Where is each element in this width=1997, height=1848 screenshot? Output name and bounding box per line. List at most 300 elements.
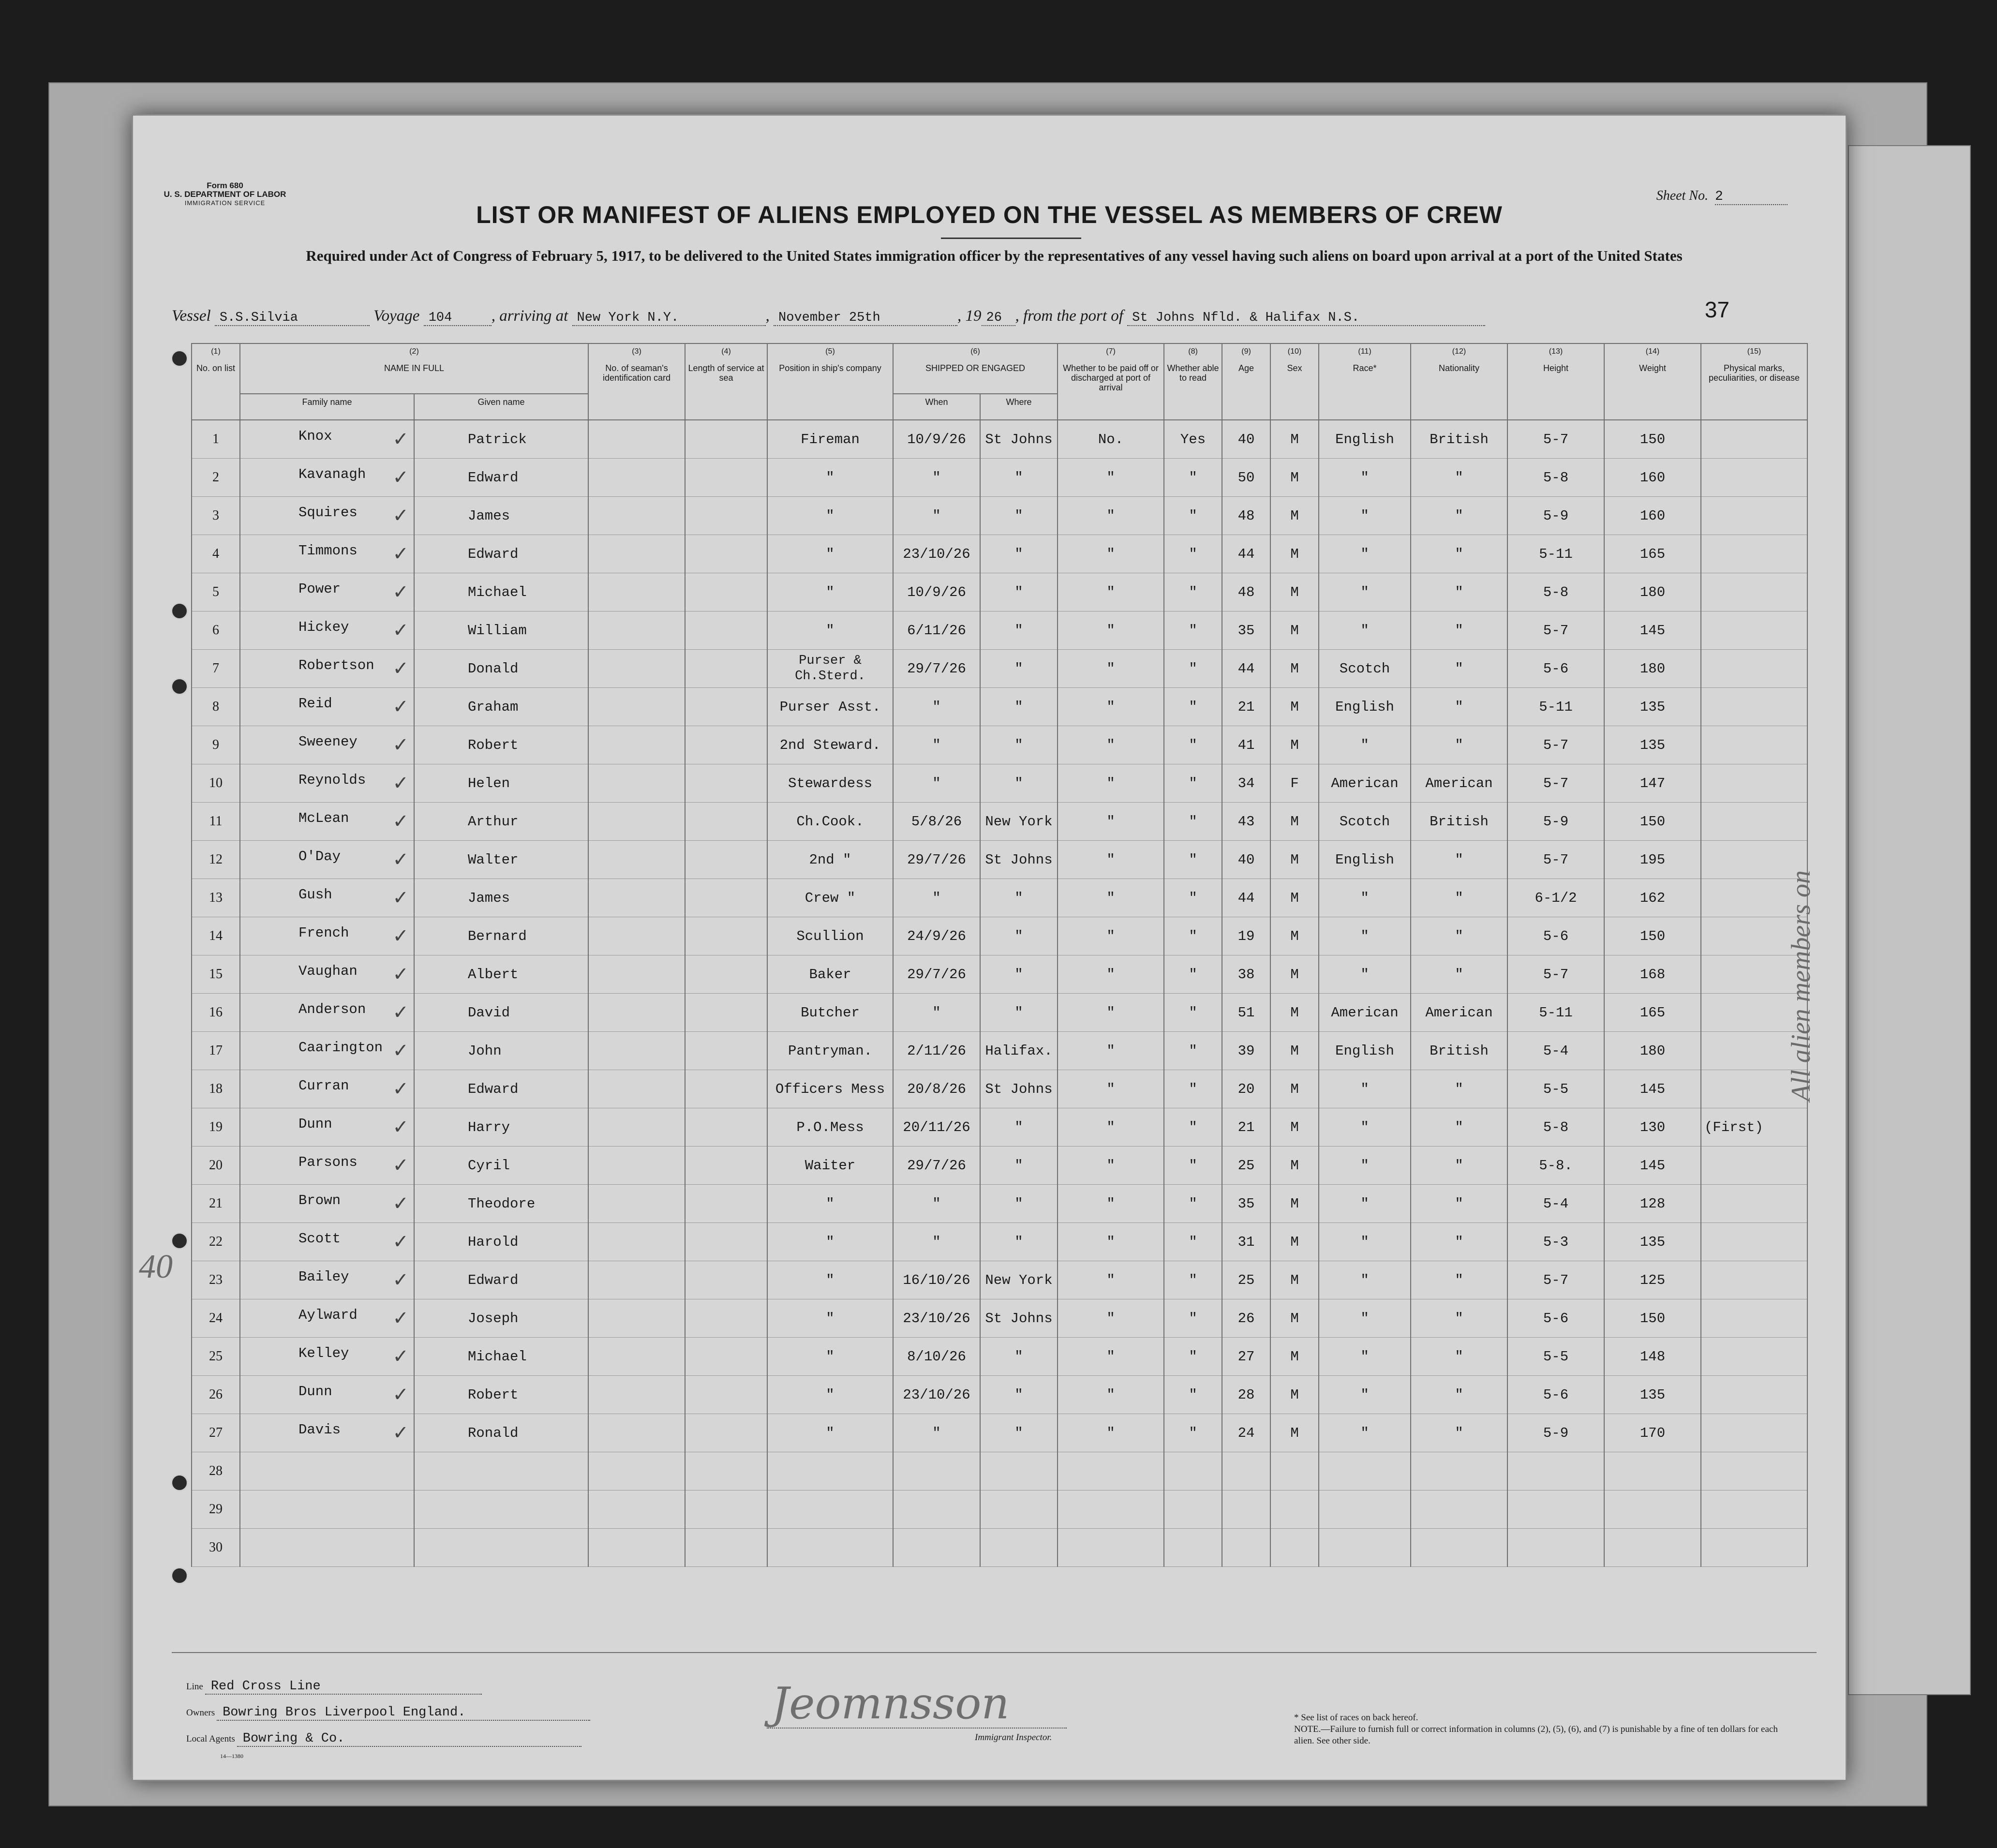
cell-service <box>685 1376 767 1414</box>
cell-service <box>685 917 767 955</box>
cell-given: Harry <box>414 1108 588 1147</box>
cell-height: 5-9 <box>1507 497 1604 535</box>
cell-service <box>685 1338 767 1376</box>
cell-sex: M <box>1270 994 1319 1032</box>
cell-sex: M <box>1270 1147 1319 1185</box>
cell-card <box>588 459 685 497</box>
cell-paid: " <box>1058 1414 1164 1452</box>
form-number: Form 680 <box>207 181 243 190</box>
cell-given: Cyril <box>414 1147 588 1185</box>
cell-given: Michael <box>414 573 588 611</box>
table-row <box>192 1452 1807 1490</box>
cell-marks <box>1701 497 1807 535</box>
cell-read <box>1164 1452 1222 1490</box>
cell-family <box>240 573 414 611</box>
cell-when: 10/9/26 <box>893 420 980 459</box>
cell-card <box>588 497 685 535</box>
cell-card <box>588 420 685 459</box>
cell-card <box>588 611 685 650</box>
owners-field <box>186 1705 590 1721</box>
cell-given: Joseph <box>414 1299 588 1338</box>
cell-when: 29/7/26 <box>893 1147 980 1185</box>
cell-where: " <box>980 497 1058 535</box>
family-name: McLean <box>298 810 349 826</box>
cell-where <box>980 1490 1058 1529</box>
cell-family <box>240 688 414 726</box>
cell-age: 28 <box>1222 1376 1270 1414</box>
cell-where: " <box>980 1185 1058 1223</box>
cell-weight: 150 <box>1604 420 1701 459</box>
cell-paid: " <box>1058 841 1164 879</box>
cell-read: " <box>1164 955 1222 994</box>
cell-age: 41 <box>1222 726 1270 764</box>
cell-family <box>240 1261 414 1299</box>
agents-field <box>186 1731 581 1747</box>
cell-where: " <box>980 917 1058 955</box>
cell-sex: M <box>1270 1338 1319 1376</box>
cell-read: " <box>1164 1338 1222 1376</box>
cell-family <box>240 1185 414 1223</box>
cell-race: English <box>1319 1032 1411 1070</box>
line-label: Line <box>186 1682 203 1692</box>
cell-nat: " <box>1411 1147 1507 1185</box>
cell-service <box>685 764 767 803</box>
cell-where <box>980 1529 1058 1567</box>
cell-height: 5-9 <box>1507 803 1604 841</box>
cell-age: 39 <box>1222 1032 1270 1070</box>
cell-no: 12 <box>192 841 240 879</box>
checkmark-icon: ✓ <box>392 849 409 871</box>
cell-weight: 145 <box>1604 1147 1701 1185</box>
cell-paid: " <box>1058 917 1164 955</box>
cell-paid: " <box>1058 650 1164 688</box>
binder-hole <box>171 1474 188 1491</box>
checkmark-icon: ✓ <box>392 810 409 833</box>
cell-height: 5-4 <box>1507 1032 1604 1070</box>
departure-port: St Johns Nfld. & Halifax N.S. <box>1127 311 1485 326</box>
cell-read: " <box>1164 535 1222 573</box>
cell-race: " <box>1319 535 1411 573</box>
cell-sex: M <box>1270 726 1319 764</box>
cell-race: " <box>1319 1299 1411 1338</box>
cell-card <box>588 1299 685 1338</box>
cell-race: " <box>1319 1185 1411 1223</box>
sheet-value: 2 <box>1715 189 1788 205</box>
table-row <box>192 994 1807 1032</box>
cell-family <box>240 955 414 994</box>
cell-nat: " <box>1411 726 1507 764</box>
cell-family <box>240 1223 414 1261</box>
cell-where: " <box>980 535 1058 573</box>
cell-when: 20/11/26 <box>893 1108 980 1147</box>
cell-age: 43 <box>1222 803 1270 841</box>
cell-given: Theodore <box>414 1185 588 1223</box>
service-name: IMMIGRATION SERVICE <box>184 199 266 207</box>
family-name: Kavanagh <box>298 466 366 482</box>
cell-pos: Fireman <box>767 420 893 459</box>
cell-pos: " <box>767 1223 893 1261</box>
cell-weight: 135 <box>1604 1376 1701 1414</box>
cell-where: Halifax. <box>980 1032 1058 1070</box>
arriving-label: , arriving at <box>491 307 568 325</box>
cell-service <box>685 803 767 841</box>
cell-nat: " <box>1411 1223 1507 1261</box>
cell-where: " <box>980 459 1058 497</box>
cell-race: " <box>1319 497 1411 535</box>
cell-card <box>588 803 685 841</box>
cell-where: " <box>980 1108 1058 1147</box>
cell-weight: 147 <box>1604 764 1701 803</box>
cell-marks: (First) <box>1701 1108 1807 1147</box>
cell-race: " <box>1319 1338 1411 1376</box>
cell-height: 5-8 <box>1507 459 1604 497</box>
cell-race: " <box>1319 1414 1411 1452</box>
cell-nat: British <box>1411 1032 1507 1070</box>
cell-sex: M <box>1270 917 1319 955</box>
table-row <box>192 1338 1807 1376</box>
cell-age: 25 <box>1222 1261 1270 1299</box>
cell-given: Graham <box>414 688 588 726</box>
cell-age: 24 <box>1222 1414 1270 1452</box>
cell-weight <box>1604 1529 1701 1567</box>
checkmark-icon: ✓ <box>392 428 409 450</box>
cell-height: 5-7 <box>1507 955 1604 994</box>
table-row <box>192 611 1807 650</box>
cell-weight: 145 <box>1604 611 1701 650</box>
cell-sex <box>1270 1490 1319 1529</box>
cell-sex: M <box>1270 688 1319 726</box>
cell-pos: 2nd Steward. <box>767 726 893 764</box>
cell-pos: Ch.Cook. <box>767 803 893 841</box>
cell-no: 26 <box>192 1376 240 1414</box>
cell-service <box>685 994 767 1032</box>
page-subtitle: Required under Act of Congress of February 5, 1917, to be delivered to the United States immigration officer by the representatives of any vessel having such aliens on board upon arrival at a port of the United States <box>306 247 1683 264</box>
cell-marks <box>1701 459 1807 497</box>
cell-read: " <box>1164 1223 1222 1261</box>
cell-when: " <box>893 764 980 803</box>
cell-no: 16 <box>192 994 240 1032</box>
cell-height: 5-6 <box>1507 1376 1604 1414</box>
cell-nat: British <box>1411 420 1507 459</box>
cell-family <box>240 1376 414 1414</box>
cell-marks <box>1701 1261 1807 1299</box>
cell-given: Ronald <box>414 1414 588 1452</box>
cell-service <box>685 573 767 611</box>
form-code: 14—1380 <box>220 1753 243 1759</box>
cell-card <box>588 1185 685 1223</box>
table-row <box>192 1108 1807 1147</box>
cell-height: 5-7 <box>1507 841 1604 879</box>
cell-height: 5-7 <box>1507 420 1604 459</box>
cell-race: " <box>1319 1070 1411 1108</box>
cell-when: 29/7/26 <box>893 841 980 879</box>
cell-nat: " <box>1411 650 1507 688</box>
table-row <box>192 497 1807 535</box>
cell-family <box>240 764 414 803</box>
cell-read: " <box>1164 917 1222 955</box>
cell-nat: " <box>1411 1108 1507 1147</box>
cell-family <box>240 917 414 955</box>
cell-card <box>588 1452 685 1490</box>
cell-weight: 150 <box>1604 1299 1701 1338</box>
cell-when: 29/7/26 <box>893 650 980 688</box>
cell-where: St Johns <box>980 1070 1058 1108</box>
cell-card <box>588 726 685 764</box>
cell-paid: " <box>1058 1376 1164 1414</box>
table-row <box>192 726 1807 764</box>
cell-given: Patrick <box>414 420 588 459</box>
cell-card <box>588 917 685 955</box>
cell-paid: " <box>1058 1147 1164 1185</box>
year-prefix: 19 <box>965 307 982 325</box>
table-row <box>192 535 1807 573</box>
cell-age: 35 <box>1222 611 1270 650</box>
cell-read: " <box>1164 459 1222 497</box>
crew-rows <box>192 420 1807 1567</box>
cell-paid: " <box>1058 573 1164 611</box>
cell-marks <box>1701 1376 1807 1414</box>
cell-sex: M <box>1270 611 1319 650</box>
cell-race: " <box>1319 917 1411 955</box>
cell-pos: 2nd " <box>767 841 893 879</box>
cell-race: American <box>1319 994 1411 1032</box>
cell-height: 5-11 <box>1507 688 1604 726</box>
cell-pos: " <box>767 497 893 535</box>
pencil-annotation: All alien members on <box>1786 870 1816 1102</box>
cell-weight: 150 <box>1604 803 1701 841</box>
col-header-position: (5) Position in ship's company <box>767 343 893 420</box>
cell-marks <box>1701 1529 1807 1567</box>
cell-age: 26 <box>1222 1299 1270 1338</box>
cell-card <box>588 1414 685 1452</box>
cell-service <box>685 1070 767 1108</box>
cell-sex: M <box>1270 535 1319 573</box>
family-name: French <box>298 925 349 941</box>
cell-height: 5-8. <box>1507 1147 1604 1185</box>
cell-sex: M <box>1270 497 1319 535</box>
cell-paid <box>1058 1452 1164 1490</box>
family-name: Robertson <box>298 657 374 673</box>
handwritten-sheet-mark: 37 <box>1704 297 1729 322</box>
checkmark-icon: ✓ <box>392 1307 409 1329</box>
cell-weight: 135 <box>1604 688 1701 726</box>
cell-paid: " <box>1058 1185 1164 1223</box>
checkmark-icon: ✓ <box>392 1384 409 1406</box>
cell-given: Robert <box>414 726 588 764</box>
cell-sex: M <box>1270 879 1319 917</box>
cell-height: 5-7 <box>1507 611 1604 650</box>
cell-nat: " <box>1411 1185 1507 1223</box>
arrival-date: November 25th <box>774 311 957 326</box>
col-header-id-card: (3) No. of seaman's identification card <box>588 343 685 420</box>
table-row <box>192 1070 1807 1108</box>
col-header-physical: (15) Physical marks, peculiarities, or disease <box>1701 343 1807 420</box>
cell-family <box>240 535 414 573</box>
cell-age: 51 <box>1222 994 1270 1032</box>
col-header-race: (11) Race* <box>1319 343 1411 420</box>
voyage-label: Voyage <box>373 307 420 325</box>
cell-given: Donald <box>414 650 588 688</box>
cell-marks <box>1701 764 1807 803</box>
cell-nat <box>1411 1490 1507 1529</box>
cell-service <box>685 879 767 917</box>
cell-service <box>685 535 767 573</box>
cell-pos: Scullion <box>767 917 893 955</box>
cell-weight: 160 <box>1604 459 1701 497</box>
cell-given: Walter <box>414 841 588 879</box>
cell-nat: American <box>1411 764 1507 803</box>
cell-weight: 135 <box>1604 726 1701 764</box>
cell-when: 23/10/26 <box>893 1376 980 1414</box>
cell-nat: " <box>1411 879 1507 917</box>
checkmark-icon: ✓ <box>392 1116 409 1138</box>
cell-weight: 162 <box>1604 879 1701 917</box>
cell-nat: British <box>1411 803 1507 841</box>
inspector-signature: Jeomnsson <box>772 1678 1010 1729</box>
cell-given <box>414 1452 588 1490</box>
cell-marks <box>1701 650 1807 688</box>
cell-no: 28 <box>192 1452 240 1490</box>
cell-pos: " <box>767 1185 893 1223</box>
cell-age: 48 <box>1222 497 1270 535</box>
family-name: Vaughan <box>298 963 358 979</box>
cell-nat: " <box>1411 611 1507 650</box>
cell-height: 5-5 <box>1507 1338 1604 1376</box>
cell-weight: 165 <box>1604 994 1701 1032</box>
cell-nat: " <box>1411 955 1507 994</box>
cell-where: " <box>980 726 1058 764</box>
binder-hole <box>171 678 188 695</box>
checkmark-icon: ✓ <box>392 1345 409 1368</box>
arrival-port: New York N.Y. <box>572 311 766 326</box>
col-header-weight: (14) Weight <box>1604 343 1701 420</box>
inspector-label: Immigrant Inspector. <box>975 1732 1052 1743</box>
cell-family <box>240 879 414 917</box>
cell-no: 27 <box>192 1414 240 1452</box>
cell-when: 16/10/26 <box>893 1261 980 1299</box>
table-row <box>192 841 1807 879</box>
cell-marks <box>1701 535 1807 573</box>
cell-when: 24/9/26 <box>893 917 980 955</box>
cell-paid: " <box>1058 459 1164 497</box>
vessel-name: S.S.Silvia <box>215 311 370 326</box>
cell-service <box>685 650 767 688</box>
cell-when <box>893 1452 980 1490</box>
table-row <box>192 917 1807 955</box>
cell-paid: " <box>1058 879 1164 917</box>
cell-when: " <box>893 726 980 764</box>
family-name: Timmons <box>298 543 358 559</box>
cell-where: " <box>980 764 1058 803</box>
cell-read: " <box>1164 1147 1222 1185</box>
family-name: Reynolds <box>298 772 366 788</box>
cell-read: " <box>1164 497 1222 535</box>
family-name: Scott <box>298 1231 341 1247</box>
cell-read: " <box>1164 650 1222 688</box>
table-row <box>192 1223 1807 1261</box>
cell-service <box>685 420 767 459</box>
cell-read: " <box>1164 994 1222 1032</box>
col-header-height: (13) Height <box>1507 343 1604 420</box>
cell-where: " <box>980 1376 1058 1414</box>
sheet-label: Sheet No. <box>1656 188 1708 203</box>
cell-pos: Waiter <box>767 1147 893 1185</box>
col-header-where: Where <box>980 394 1058 420</box>
cell-read: " <box>1164 1376 1222 1414</box>
cell-race: " <box>1319 1376 1411 1414</box>
cell-card <box>588 650 685 688</box>
cell-nat: " <box>1411 1414 1507 1452</box>
cell-read: " <box>1164 1414 1222 1452</box>
cell-weight: 180 <box>1604 573 1701 611</box>
from-label: , from the port of <box>1015 307 1123 325</box>
family-name: Kelley <box>298 1345 349 1361</box>
family-name: Anderson <box>298 1001 366 1017</box>
cell-age: 44 <box>1222 650 1270 688</box>
cell-sex: M <box>1270 841 1319 879</box>
cell-pos <box>767 1452 893 1490</box>
col-header-when: When <box>893 394 980 420</box>
checkmark-icon: ✓ <box>392 925 409 947</box>
cell-given <box>414 1529 588 1567</box>
footer-divider <box>172 1652 1817 1653</box>
cell-age: 25 <box>1222 1147 1270 1185</box>
cell-paid: " <box>1058 1108 1164 1147</box>
col-header-paid-off: (7) Whether to be paid off or discharged at port of arrival <box>1058 343 1164 420</box>
table-row <box>192 1376 1807 1414</box>
cell-sex: M <box>1270 1223 1319 1261</box>
cell-where: " <box>980 955 1058 994</box>
cell-height: 5-8 <box>1507 573 1604 611</box>
family-name: Parsons <box>298 1154 358 1170</box>
cell-pos: " <box>767 611 893 650</box>
cell-service <box>685 688 767 726</box>
cell-service <box>685 1529 767 1567</box>
cell-family <box>240 1452 414 1490</box>
cell-read: " <box>1164 611 1222 650</box>
family-name: Hickey <box>298 619 349 635</box>
cell-marks <box>1701 1147 1807 1185</box>
cell-nat: " <box>1411 535 1507 573</box>
cell-no: 22 <box>192 1223 240 1261</box>
department-name: U. S. DEPARTMENT OF LABOR <box>164 190 286 199</box>
cell-card <box>588 1490 685 1529</box>
cell-paid: " <box>1058 1070 1164 1108</box>
cell-sex: M <box>1270 1261 1319 1299</box>
cell-given: Edward <box>414 1261 588 1299</box>
cell-age: 35 <box>1222 1185 1270 1223</box>
table-row <box>192 573 1807 611</box>
cell-no: 5 <box>192 573 240 611</box>
checkmark-icon: ✓ <box>392 581 409 603</box>
footer-notes <box>1294 1712 1778 1747</box>
family-name: Curran <box>298 1078 349 1094</box>
cell-nat: American <box>1411 994 1507 1032</box>
cell-service <box>685 1147 767 1185</box>
cell-nat: " <box>1411 1338 1507 1376</box>
cell-nat: " <box>1411 841 1507 879</box>
cell-family <box>240 1414 414 1452</box>
table-row <box>192 688 1807 726</box>
cell-paid: " <box>1058 688 1164 726</box>
crew-table <box>191 343 1808 1567</box>
family-name: Reid <box>298 696 332 712</box>
cell-no: 23 <box>192 1261 240 1299</box>
cell-race <box>1319 1529 1411 1567</box>
cell-age: 27 <box>1222 1338 1270 1376</box>
cell-no: 8 <box>192 688 240 726</box>
cell-marks <box>1701 611 1807 650</box>
